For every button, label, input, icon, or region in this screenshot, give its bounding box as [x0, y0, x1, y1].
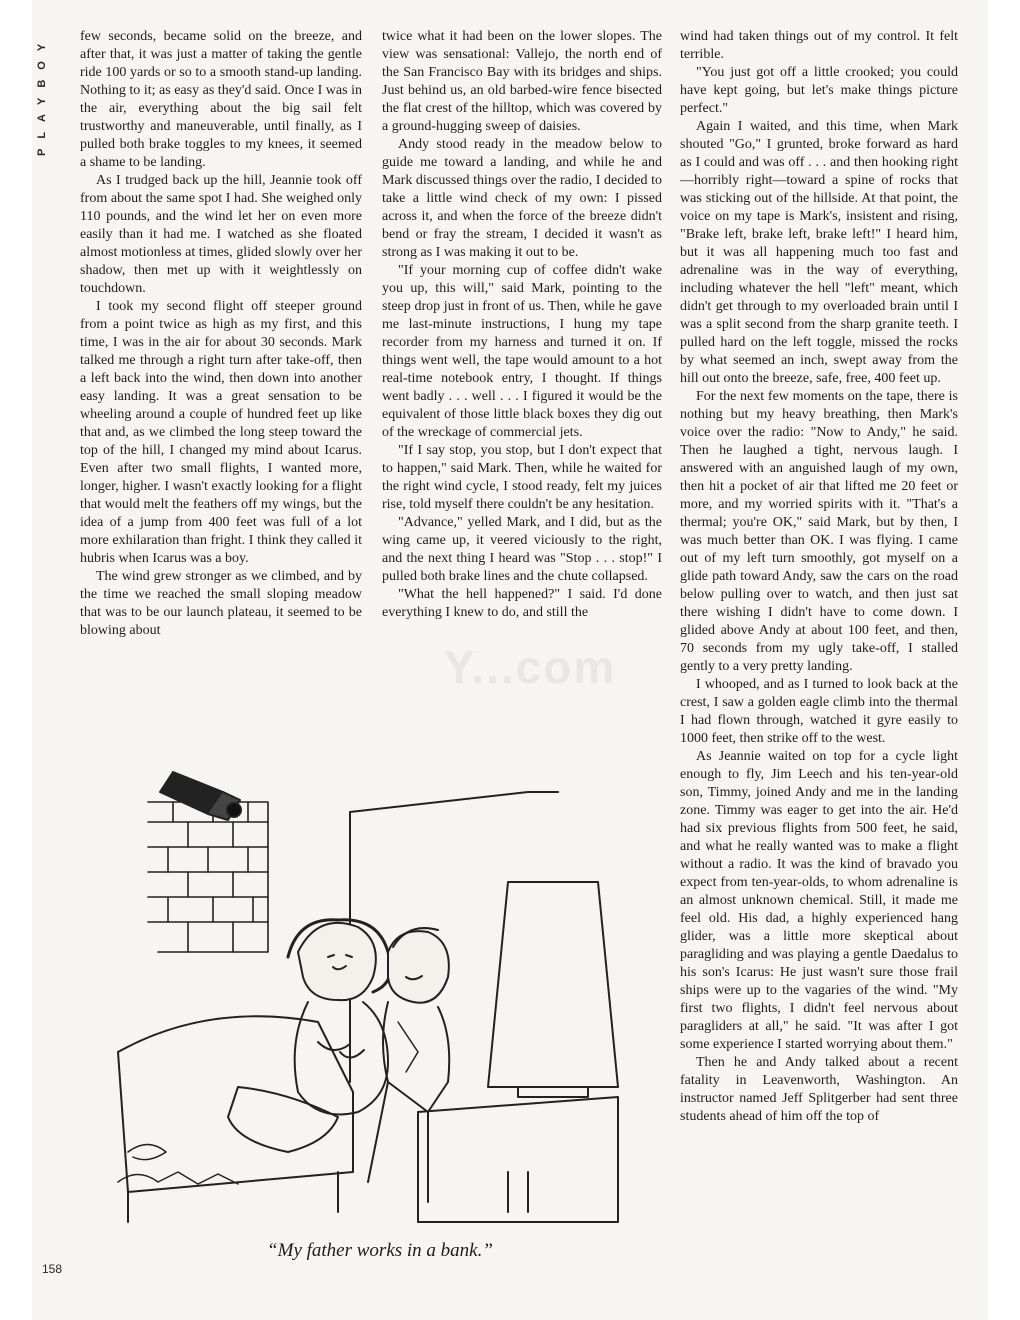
paragraph: The wind grew stronger as we climbed, and by the time we reached the small sloping meadow that was to be our launch plateau, it seemed to be blowing about	[80, 569, 362, 638]
paragraph: twice what it had been on the lower slopes. The view was sensational: Vallejo, the north end of the San Francisco Bay with its bridges and ships. Just behind us, an old barbed-wire fence bisected the flat crest of the hilltop, which was covered by a ground-hugging sweep of daisies.	[382, 29, 662, 134]
paragraph: For the next few moments on the tape, there is nothing but my heavy breathing, then Mark's voice over the radio: "Now to Andy," he said. Then he laughed a tight, nervous laugh. I answered with an anguished laugh of my own, then hit a pocket of air that lifted me 20 feet or more, and my worried spirits with it. "That's a thermal; you're OK," said Mark, but by then, I was much better than OK. I was flying. I came out of my left turn smoothly, got myself on a glide path toward Andy, saw the cars on the road below pulling over to watch, and then just sat there wishing I didn't have to come down. I glided above Andy at about 100 feet, and then, 70 seconds from my ugly take-off, I stalled gently to a very pretty landing.	[680, 389, 958, 674]
text-column-2	[382, 28, 662, 622]
paragraph: As Jeannie waited on top for a cycle light enough to fly, Jim Leech and his ten-year-old son, Timmy, joined Andy and me in the landing zone. Timmy was eager to get into the air. He'd had six previous flights from 500 feet, he said, and what he really wanted was to make a flight without a radio. It was the kind of bravado you expect from ten-year-olds, to whom adrenaline is an almost unknown chemical. Still, it made me feel old. His dad, a highly experienced hang glider, was a little more skeptical about paragliding and was playing a gentle Daedalus to his son's Icarus: He just wasn't sure those frail ships were up to the vagaries of the wind. "My first two flights, I didn't feel nervous about paragliders at all," he said. "It was after I got some experience I started worrying about them."	[680, 749, 958, 1052]
text-column-3	[680, 28, 958, 1126]
page-number: 158	[42, 1262, 63, 1276]
security-camera	[160, 772, 241, 820]
brick-wall	[148, 802, 268, 952]
paragraph: I took my second flight off steeper ground from a point twice as high as my first, and this time, I was in the air for about 30 seconds. Mark talked me through a right turn after take-off, then a left back into the wind, then down into another easy landing. It was a great sensation to be wheeling around a couple of hundred feet up like that and, as we climbed the long steep toward the top of the hill, I changed my mind about Icarus. Even after two small flights, I wanted more, longer, higher. I wasn't exactly looking for a flight that would melt the feathers off my wings, but the idea of a jump from 400 feet was full of a lot more exhilaration than fright. I think they called it hubris when Icarus was a boy.	[80, 299, 362, 566]
paragraph: Andy stood ready in the meadow below to guide me toward a landing, and while he and Mark discussed things over the radio, I decided to take a little wind check of my own: I pissed across it, and when the force of the breeze didn't bend or fray the stream, I decided it wasn't as strong as I was making it out to be.	[382, 137, 662, 260]
magazine-name: PLAYBOY	[36, 34, 48, 157]
paragraph: I whooped, and as I turned to look back at the crest, I saw a golden eagle climb into the thermal I had flown through, watched it gyre easily to 1000 feet, then strike off to the west.	[680, 677, 958, 746]
artist-signature	[118, 1145, 238, 1185]
paragraph: "What the hell happened?" I said. I'd done everything I knew to do, and still the	[382, 587, 662, 620]
paragraph: "If I say stop, you stop, but I don't expect that to happen," said Mark. Then, while he waited for the right wind cycle, I stood ready, felt my juices rise, told myself there couldn't be any hesitation.	[382, 443, 662, 512]
paragraph: Again I waited, and this time, when Mark shouted "Go," I grunted, broke forward as hard as I could and was off . . . and then hooking right—horribly right—toward a spine of rocks that was sticking out of the hillside. At that point, the voice on my tape is Mark's, insistent and rising, "Brake left, brake left, brake left!" I heard him, but it was all happening much too fast and adrenaline was in the way of everything, including whatever the hell "left" meant, which didn't get through to my overloaded brain until I was a split second from the sharp granite teeth. I pulled hard on the left toggle, missed the rocks by what seemed an inch, swept away from the hill out onto the breeze, safe, free, 400 feet up.	[680, 119, 958, 386]
watermark: Y...com	[443, 641, 617, 693]
text-column-1	[80, 28, 362, 640]
paragraph: wind had taken things out of my control. It felt terrible.	[680, 29, 958, 62]
paragraph: Then he and Andy talked about a recent fatality in Leavenworth, Washington. An instructor named Jeff Splitgerber had sent three students ahead of him off the top of	[680, 1055, 958, 1124]
paragraph: "Advance," yelled Mark, and I did, but as the wing came up, it veered viciously to the right, and the next thing I heard was "Stop . . . stop!" I pulled both brake lines and the chute collapsed.	[382, 515, 662, 584]
paragraph: As I trudged back up the hill, Jeannie took off from about the same spot I had. She weighed only 110 pounds, and the wind let her on even more easily than it had me. I watched as she floated almost motionless at times, glided slowly over her shadow, then met up with it weightlessly on touchdown.	[80, 173, 362, 296]
paragraph: few seconds, became solid on the breeze, and after that, it was just a matter of taking the gentle ride 100 yards or so to a smooth stand-up landing. Nothing to it; as easy as they'd said. Once I was in the air, everything about the big sail felt trustworthy and maneuverable, until finally, as I pulled both brake toggles to my knees, it seemed a shame to be landing.	[80, 29, 362, 170]
lamp	[488, 882, 618, 1097]
paragraph: "If your morning cup of coffee didn't wake you up, this will," said Mark, pointing to the steep drop just in front of us. Then, while he gave me last-minute instructions, I hung my tape recorder from my harness and turned it on. If things went well, the tape would amount to a hot real-time notebook entry, I thought. If things went badly . . . well . . . I figured it would be the equivalent of those little black boxes they dig out of the wreckage of commercial jets.	[382, 263, 662, 440]
man-figure	[368, 928, 449, 1202]
side-table	[418, 1097, 618, 1222]
sofa	[118, 1016, 353, 1222]
paragraph: "You just got off a little crooked; you could have kept going, but let's make things picture perfect."	[680, 65, 958, 116]
woman-figure	[228, 920, 391, 1152]
cartoon-illustration	[88, 752, 668, 1232]
cartoon-caption: “My father works in a bank.”	[267, 1240, 493, 1261]
